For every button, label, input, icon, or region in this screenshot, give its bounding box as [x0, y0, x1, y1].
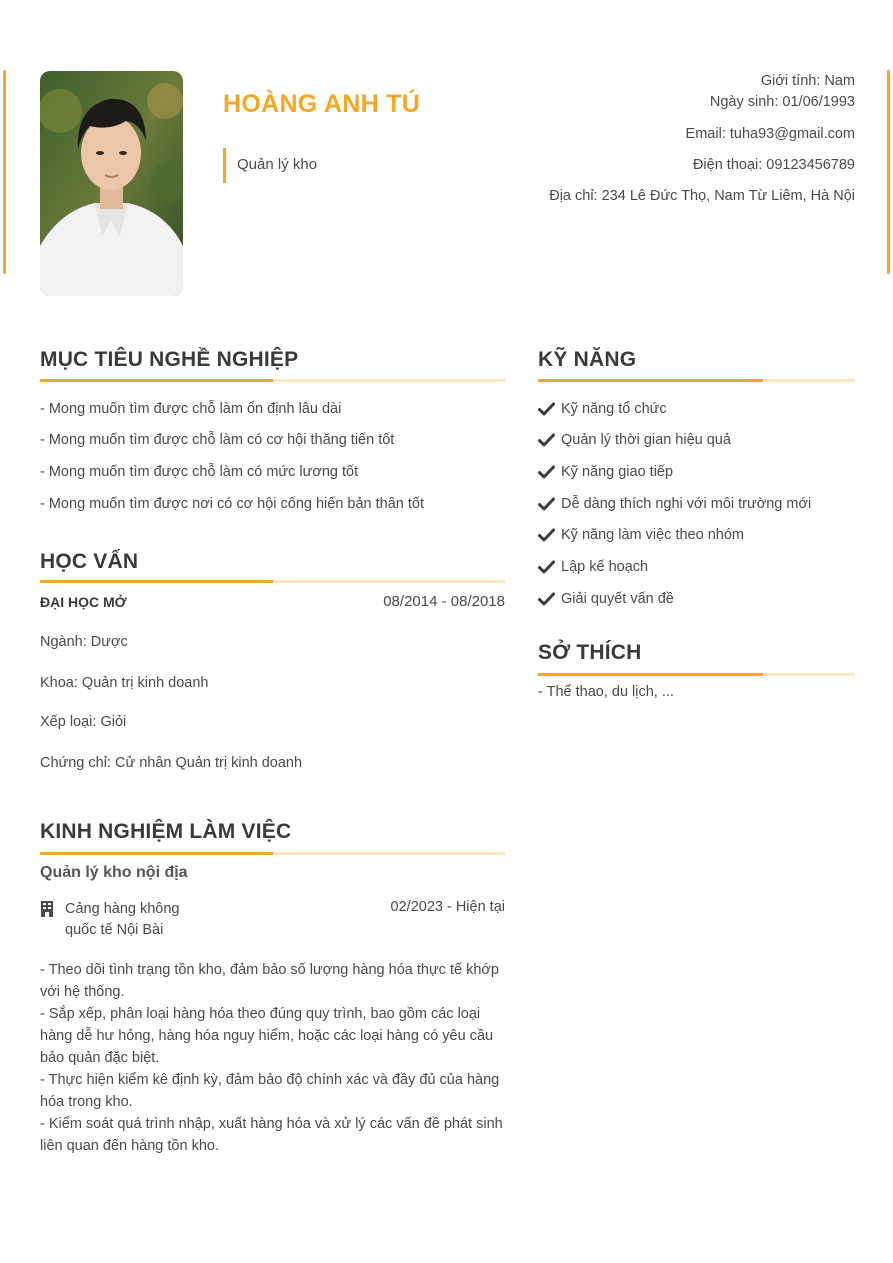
company-name: Cảng hàng không quốc tế Nội Bài	[65, 901, 180, 938]
job-description-line: - Theo dõi tình trạng tồn kho, đảm bảo số lượng hàng hóa thực tế khớp với hệ thống.	[40, 962, 499, 1000]
objective-item: - Mong muốn tìm được chỗ làm có cơ hội thăng tiến tốt	[40, 432, 395, 448]
right-accent-bar	[887, 70, 890, 274]
check-icon	[538, 528, 555, 542]
company-row	[40, 899, 205, 941]
gender-info: Giới tính: Nam	[760, 73, 855, 89]
experience-underline	[40, 852, 505, 855]
job-date: 02/2023 - Hiện tại	[390, 899, 505, 915]
check-icon	[538, 592, 555, 606]
skill-item	[538, 527, 744, 543]
job-description-line: - Thực hiện kiểm kê định kỳ, đảm bảo độ chính xác và đầy đủ của hàng hóa trong kho.	[40, 1072, 500, 1110]
check-icon	[538, 433, 555, 447]
experience-title: KINH NGHIỆM LÀM VIỆC	[40, 820, 292, 843]
skill-label: Dễ dàng thích nghi với môi trường mới	[561, 496, 812, 512]
objective-underline	[40, 379, 505, 382]
check-icon	[538, 402, 555, 416]
objective-title: MỤC TIÊU NGHỀ NGHIỆP	[40, 348, 299, 371]
skill-item	[538, 464, 673, 480]
skill-item	[538, 591, 674, 607]
job-description	[40, 959, 510, 1157]
objective-item: - Mong muốn tìm được chỗ làm ổn định lâu dài	[40, 401, 342, 417]
education-underline	[40, 580, 505, 583]
education-detail: Xếp loại: Giỏi	[40, 714, 127, 730]
check-icon	[538, 560, 555, 574]
check-icon	[538, 497, 555, 511]
education-detail: Chứng chỉ: Cử nhân Quản trị kinh doanh	[40, 755, 303, 771]
skill-item	[538, 559, 648, 575]
education-title: HỌC VẤN	[40, 550, 139, 573]
left-accent-bar	[3, 70, 6, 274]
objective-item: - Mong muốn tìm được chỗ làm có mức lương tốt	[40, 464, 359, 480]
skill-label: Kỹ năng tổ chức	[561, 401, 667, 417]
skill-item	[538, 401, 667, 417]
profile-photo	[40, 71, 183, 296]
skill-label: Kỹ năng làm việc theo nhóm	[561, 527, 744, 543]
hobbies-text: - Thể thao, du lịch, ...	[538, 684, 674, 700]
skill-label: Kỹ năng giao tiếp	[561, 464, 674, 480]
school-name: ĐẠI HỌC MỞ	[40, 594, 127, 610]
birthday-info: Ngày sinh: 01/06/1993	[709, 94, 855, 110]
job-title: Quản lý kho nội địa	[40, 864, 188, 881]
candidate-position: Quản lý kho	[223, 148, 317, 183]
building-icon	[40, 901, 54, 917]
objective-item: - Mong muốn tìm được nơi có cơ hội cống hiến bản thân tốt	[40, 496, 425, 512]
skills-underline	[538, 379, 855, 382]
email-info: Email: tuha93@gmail.com	[685, 126, 855, 142]
hobbies-underline	[538, 673, 855, 676]
phone-info: Điện thoại: 09123456789	[692, 157, 855, 173]
check-icon	[538, 465, 555, 479]
skill-item	[538, 496, 811, 512]
skill-label: Lập kế hoạch	[561, 559, 649, 575]
education-detail: Khoa: Quản trị kinh doanh	[40, 675, 209, 691]
skill-label: Quản lý thời gian hiệu quả	[561, 432, 731, 448]
address-info: Địa chỉ: 234 Lê Đức Thọ, Nam Từ Liêm, Hà Nội	[549, 188, 855, 204]
education-detail: Ngành: Dược	[40, 634, 128, 650]
education-date: 08/2014 - 08/2018	[383, 593, 505, 610]
job-description-line: - Sắp xếp, phân loại hàng hóa theo đúng quy trình, bao gồm các loại hàng dễ hư hỏng, hàng hóa nguy hiểm, hoặc các loại hàng có yêu cầu bảo quản đặc biệt.	[40, 1006, 494, 1066]
skills-title: KỸ NĂNG	[538, 348, 637, 371]
candidate-name: HOÀNG ANH TÚ	[223, 90, 421, 118]
skill-item	[538, 432, 731, 448]
skill-label: Giải quyết vấn đề	[561, 591, 674, 607]
hobbies-title: SỞ THÍCH	[538, 641, 642, 664]
job-description-line: - Kiểm soát quá trình nhập, xuất hàng hóa và xử lý các vấn đề phát sinh liên quan đến hàng tồn kho.	[40, 1116, 503, 1154]
